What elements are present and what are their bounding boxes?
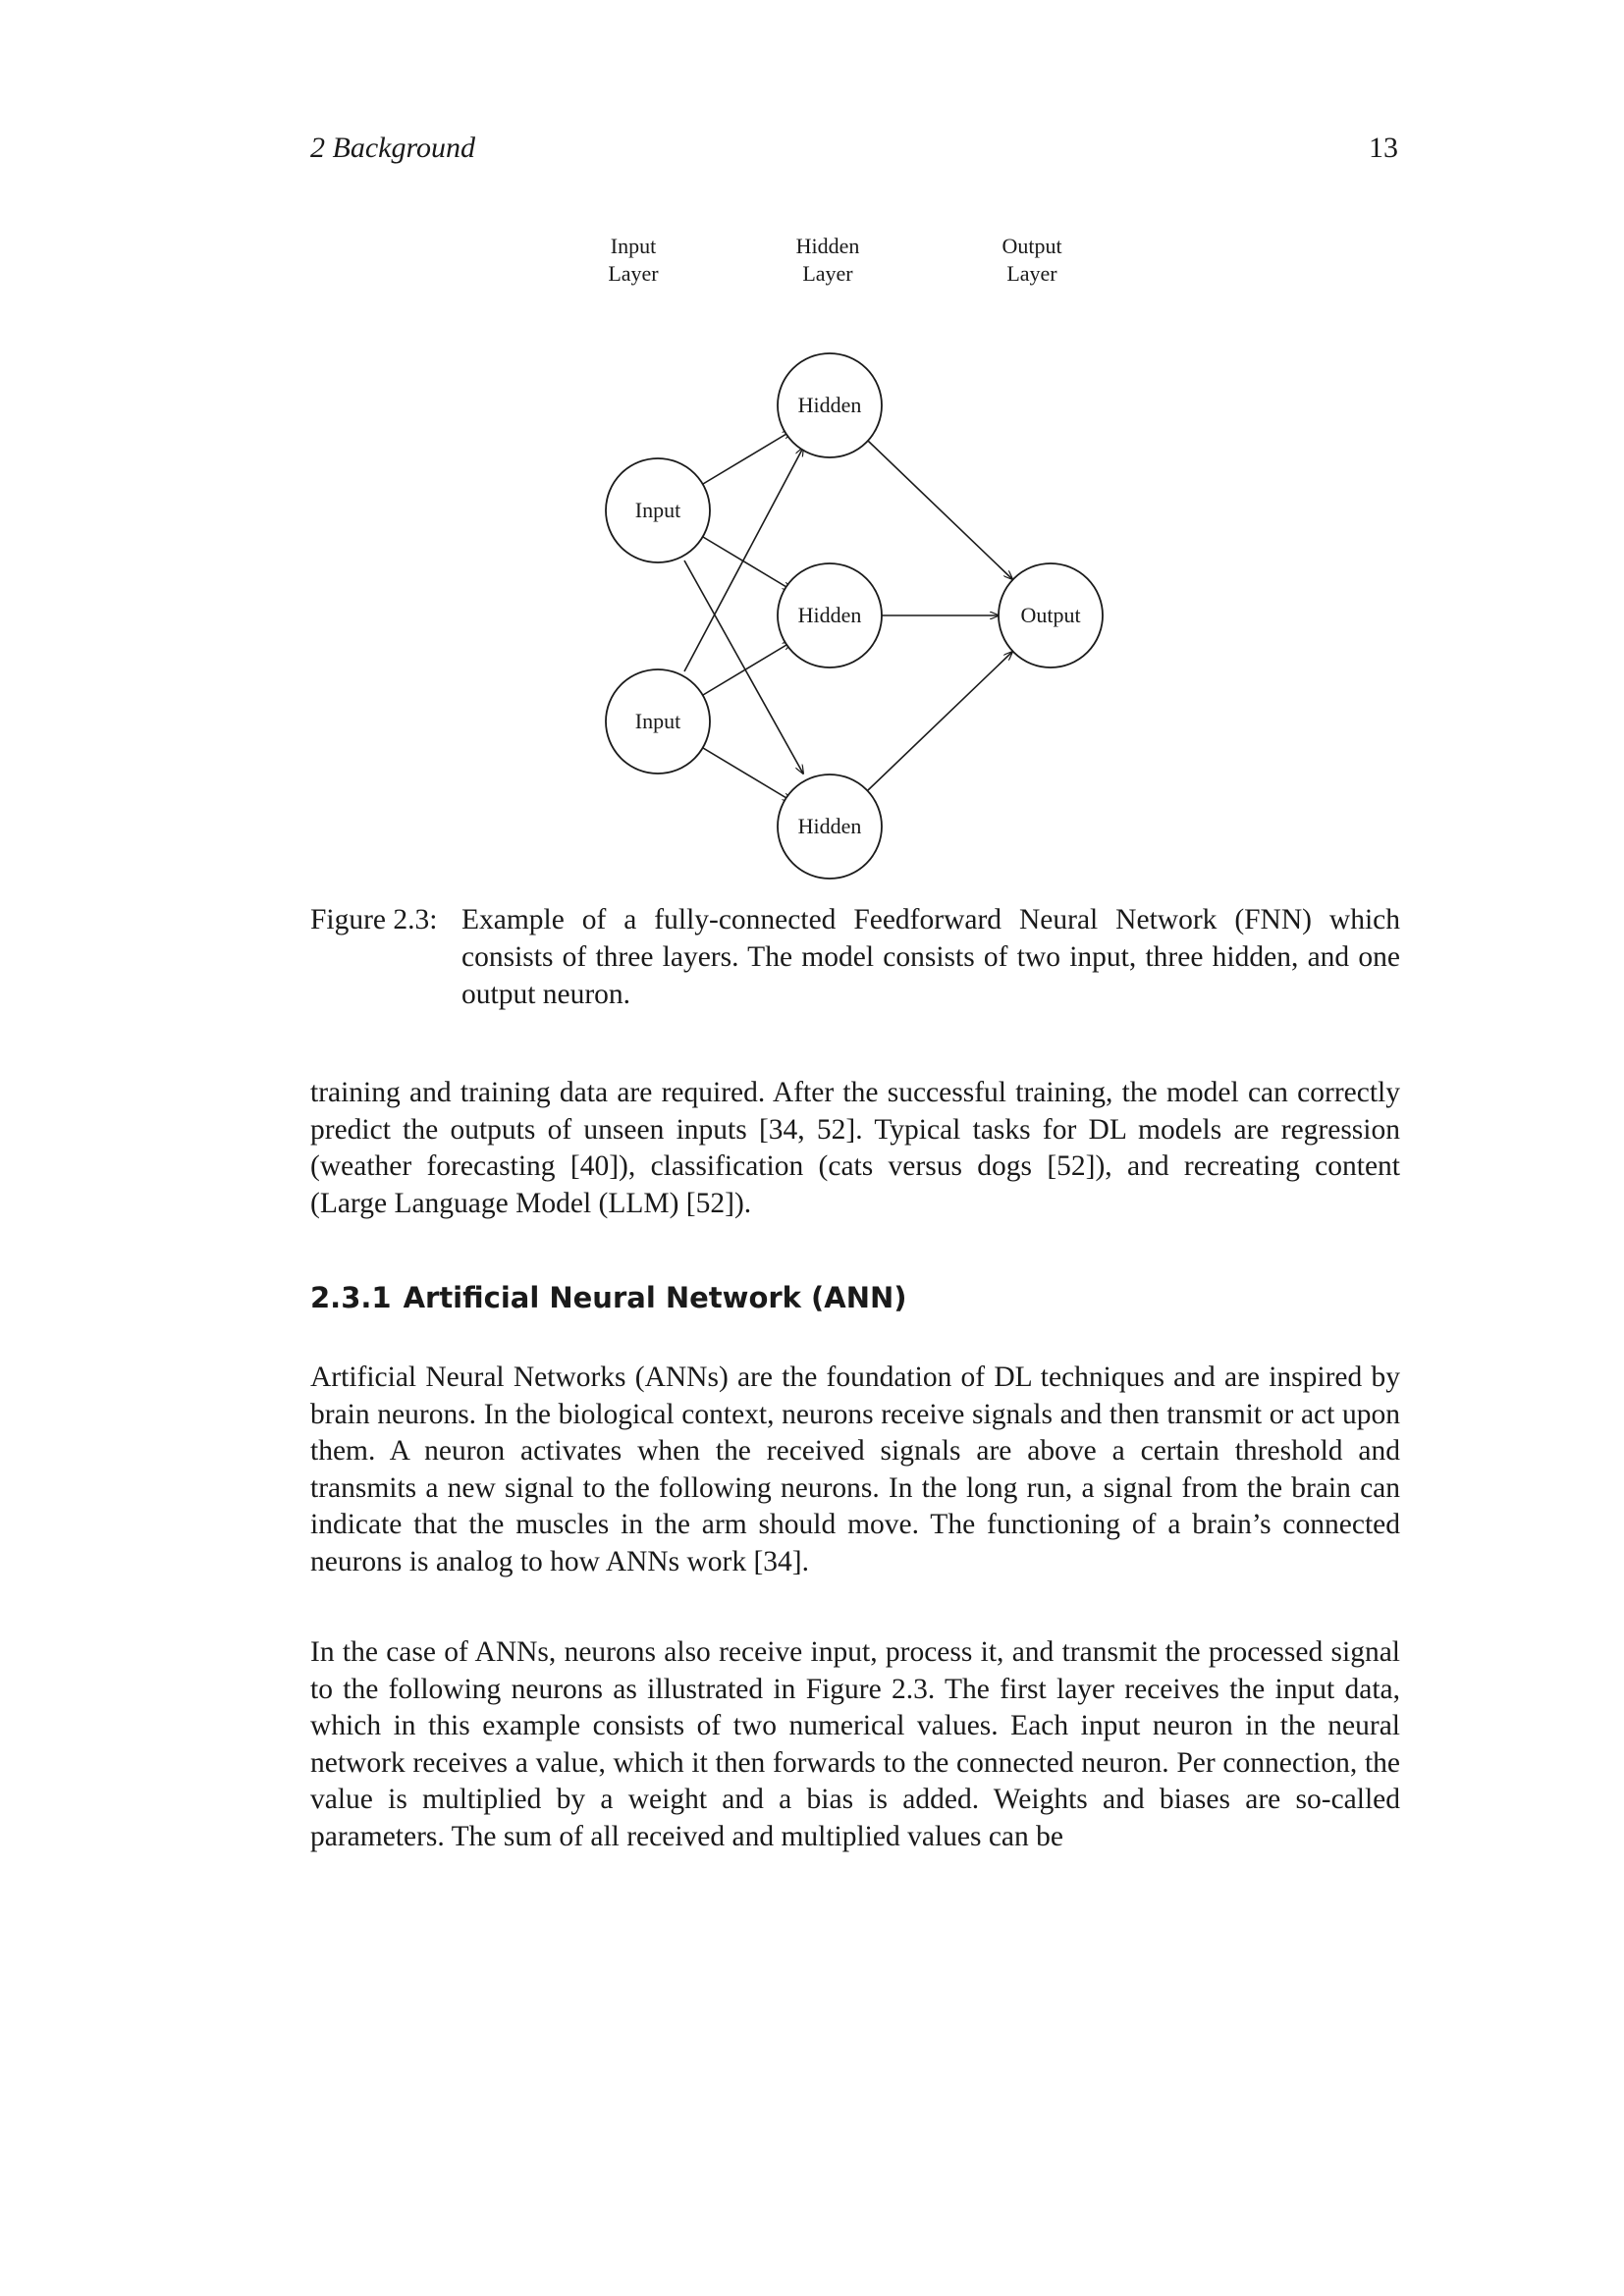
- node-output-1-label: Output: [1020, 603, 1081, 627]
- neural-network-figure: [0, 0, 1624, 883]
- figure-caption: [310, 901, 1400, 1013]
- layer-label-output-line2: Layer: [1006, 261, 1057, 286]
- edge-hidden1-output: [868, 441, 1012, 579]
- node-input-1-label: Input: [634, 498, 681, 522]
- node-hidden-2: [778, 563, 882, 667]
- paragraph-training: training and training data are required. After the successful training, the model can correctly predict the outputs of unseen inputs [34, 52]. Typical tasks for DL models are regression (weather forecasting [40]), classification (cats versus dogs [52]), and recreating content (Large Language Model (LLM) [52]).: [310, 1077, 1400, 1219]
- section-title: Artificial Neural Network (ANN): [403, 1281, 907, 1314]
- edge-hidden3-output: [868, 652, 1012, 790]
- section-heading: [310, 1281, 907, 1314]
- node-hidden-3-label: Hidden: [797, 814, 862, 838]
- section-number: 2.3.1: [310, 1281, 392, 1314]
- figure-caption-label: Figure 2.3:: [310, 904, 438, 935]
- neural-network-diagram: [0, 0, 1624, 883]
- figure-caption-text: Example of a fully-connected Feedforward Neural Network (FNN) which consists of three layers. The model consists of two input, three hidden, and one output neuron.: [461, 904, 1400, 1010]
- edge-input2-hidden3: [703, 748, 791, 801]
- layer-label-input-line2: Layer: [608, 261, 659, 286]
- node-input-1: [606, 458, 710, 562]
- paragraph-ann-intro: Artificial Neural Networks (ANNs) are the foundation of DL techniques and are inspired by brain neurons. In the biological context, neurons receive signals and then transmit or act upon them. A neuron activates when the received signals are above a certain threshold and transmits a new signal to the following neurons. In the long run, a signal from the brain can indicate that the muscles in the arm should move. The functioning of a brain’s connected neurons is analog to how ANNs work [34].: [310, 1362, 1400, 1577]
- layer-label-output-line1: Output: [1001, 234, 1062, 258]
- layer-label-input: [608, 234, 659, 286]
- layer-label-hidden-line1: Hidden: [795, 234, 860, 258]
- node-hidden-3: [778, 774, 882, 879]
- layer-label-hidden: [796, 234, 860, 286]
- node-hidden-1: [778, 353, 882, 457]
- node-input-2-label: Input: [634, 709, 681, 733]
- chapter-title: 2 Background: [310, 132, 476, 164]
- edge-input1-hidden1: [703, 431, 791, 484]
- layer-label-input-line1: Input: [610, 234, 657, 258]
- page-number: 13: [1369, 132, 1398, 164]
- edge-input2-hidden2: [703, 642, 791, 695]
- node-hidden-2-label: Hidden: [797, 603, 862, 627]
- layer-label-output: [1001, 234, 1061, 286]
- paragraph-ann-process: In the case of ANNs, neurons also receive input, process it, and transmit the processed signal to the following neurons as illustrated in Figure 2.3. The first layer receives the input data, which in this example consists of two numerical values. Each input neuron in the neural network receives a value, which it then forwards to the connected neuron. Per connection, the value is multiplied by a weight and a bias is added. Weights and biases are so-called parameters. The sum of all received and multiplied values can be: [310, 1636, 1400, 1852]
- edge-input1-hidden2: [703, 537, 791, 590]
- layer-label-hidden-line2: Layer: [802, 261, 853, 286]
- node-input-2: [606, 669, 710, 774]
- node-hidden-1-label: Hidden: [797, 393, 862, 417]
- node-output-1: [999, 563, 1103, 667]
